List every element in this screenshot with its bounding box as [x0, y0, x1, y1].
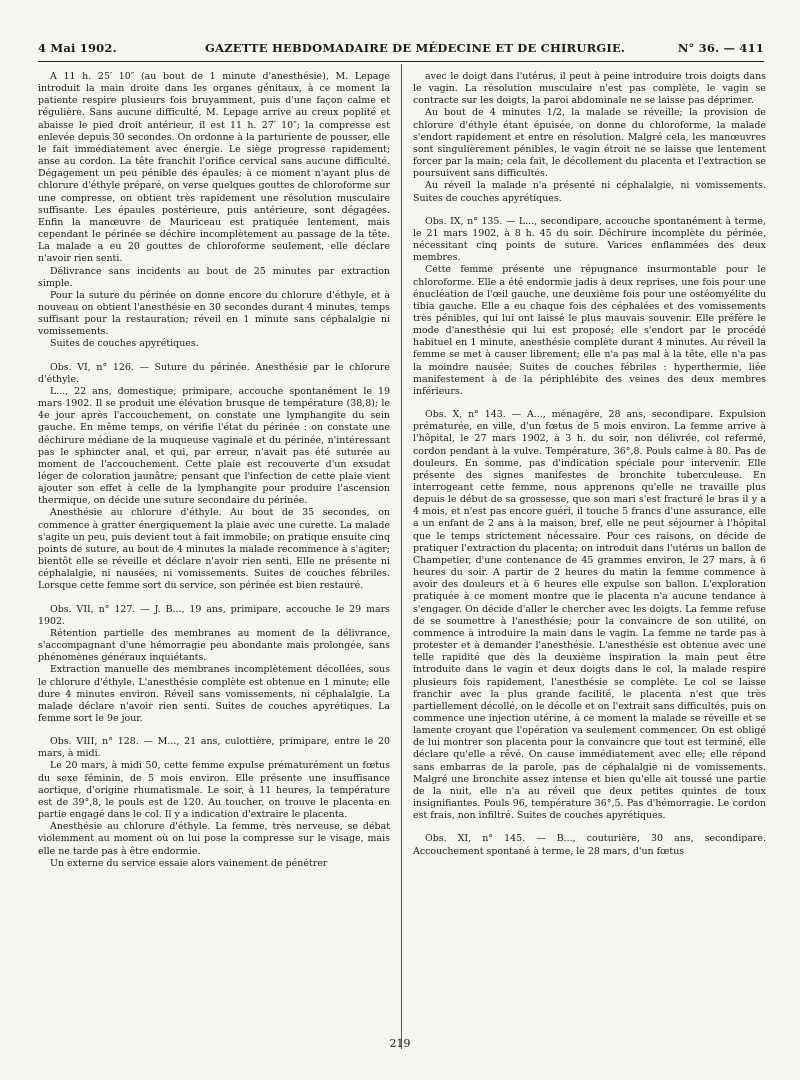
observation-heading-paragraph: Obs. X, n° 143. — A..., ménagère, 28 ans, secondipare. Expulsion prématurée, en ville, d'un fœtus de 5 mois environ. La femme arrive à l'hôpital, le 27 mars 1902, à 3 h. du soir, non délivrée, col refermé, cordon pendant à la vulve. Température, 36°,8. Pouls calme à 80. Pas de douleurs. En somme, pas d'indication spéciale pour intervenir. Elle présente des signes manifestes de bronchite tuberculeuse. En interrogeant cette femme, nous apprenons qu'elle ne travaille plus depuis le début de sa grossesse, que son mari s'est fracturé le bras il y a 4 mois, et n'est pas encore guéri, il touche 5 francs d'une assurance, elle a un enfant de 2 ans à la maison, bref, elle ne peut séjourner à l'hôpital que le temps strictement nécessaire. Pour ces raisons, on décide de pratiquer l'extraction du placenta; on introduit dans l'utérus un ballon de Champetier, d'une contenance de 45 grammes environ, le 27 mars, à 6 heures du soir. A partir de 2 heures du matin la femme commence à avoir des douleurs et à 6 heures elle expulse son ballon. L'exploration pratiquée à ce moment montre que le placenta n'a aucune tendance à s'engager. On décide d'aller le chercher avec les doigts. La femme refuse de se soumettre à l'anesthésie; pour la convaincre de son utilité, on commence à introduire la main dans le vagin. La femme ne tarde pas à protester et à demander l'anesthésie. L'anesthésie est obtenue avec une telle rapidité que dès la deuxième inspiration la main peut être introduite dans le vagin et deux doigts dans le col, la malade respire plusieurs fois rapidement, l'anesthésie se complète. Le col se laisse franchir avec la plus grande facilité, le placenta n'est que très partiellement décollé, on le décolle et on l'extrait sans difficultés, puis on commence une injection utérine, à ce moment la malade se réveille et se lamente croyant que l'opération va seulement commencer. On est obligé de lui montrer son placenta pour la convaincre que tout est terminé, elle déclare qu'elle a rêvé. On cause immédiatement avec elle; elle répond sans embarras de la parole, pas de céphalalgie ni de vomissements. Malgré une bronchite assez intense et bien qu'elle ait toussé une partie de la nuit, elle n'a au réveil que deux petites quintes de toux insignifiantes. Pouls 96, température 36°,5. Pas d'hémorragie. Le cordon est frais, non infiltré. Suites de couches apyrétiques.: [413, 409, 766, 822]
body-paragraph: Pour la suture du périnée on donne encore du chlorure d'éthyle, et à nouveau on obtient l'anesthésie en 30 secondes durant 4 minutes, temps suffisant pour la restauration; réveil en 1 minute sans céphalalgie ni vomissements.: [38, 289, 390, 338]
page-number: 219: [389, 1037, 411, 1050]
header-rule: [38, 61, 764, 62]
body-paragraph: L..., 22 ans, domestique, primipare, accouche spontanément le 19 mars 1902. Il se produit une élévation brusque de température (38,8); le 4e jour après l'accouchement, on constate une lymphangite du sein gauche. En même temps, on vérifie l'état du périnée : on constate une déchirure médiane de la muqueuse vaginale et du périnée, n'intéressant pas le sphincter anal, et qui, par erreur, n'avait pas été suturée au moment de l'accouchement. Cette plaie est recouverte d'un exsudat léger de coloration jaunâtre; pensant que l'infection de cette plaie vient ajouter son effet à celle de la lymphangite pour produire l'ascension thermique, on décide une suture secondaire du périnée.: [38, 385, 390, 507]
body-paragraph: Un externe du service essaie alors vainement de pénétrer: [50, 857, 328, 869]
column-divider: [401, 64, 402, 1049]
journal-title: GAZETTE HEBDOMADAIRE DE MÉDECINE ET DE CHIRURGIE.: [205, 41, 626, 55]
body-paragraph: Extraction manuelle des membranes incomplètement décollées, sous le chlorure d'éthyle. L'anesthésie complète est obtenue en 1 minute; elle dure 4 minutes environ. Réveil sans vomissements, ni céphalalgie. La malade déclare n'avoir rien senti. Suites de couches apyrétiques. La femme sort le 9e jour.: [38, 664, 390, 724]
observation-heading-paragraph: Obs. VII, n° 127. — J. B..., 19 ans, primipare, accouche le 29 mars 1902.: [38, 603, 390, 627]
body-paragraph: Suites de couches apyrétiques.: [50, 338, 199, 350]
body-paragraph: Rétention partielle des membranes au moment de la délivrance, s'accompagnant d'une hémorragie peu abondante mais prolongée, sans phénomènes généraux inquiétants.: [38, 627, 390, 664]
observation-heading-paragraph: Obs. XI, n° 145. — B..., couturière, 30 ans, secondipare. Accouchement spontané à terme, le 28 mars, d'un fœtus: [413, 833, 766, 857]
body-paragraph: Délivrance sans incidents au bout de 25 minutes par extraction simple.: [38, 265, 390, 289]
body-paragraph: A 11 h. 25′ 10″ (au bout de 1 minute d'anesthésie), M. Lepage introduit la main droite dans les organes génitaux, à ce moment la patiente respire plusieurs fois bruyamment, puis d'une façon calme et régulière. Sans aucune difficulté, M. Lepage arrive au creux poplité et abaisse le pied droit antérieur, il est 11 h. 27′ 10″; la compresse est enlevée depuis 30 secondes. On ordonne à la parturiente de pousser, elle le fait immédiatement avec énergie. Le siège progresse rapidement; anse au cordon. La tête franchit l'orifice cervical sans aucune difficulté. Dégagement un peu pénible des épaules; à ce moment n'ayant plus de chlorure d'éthyle préparé, on verse quelques gouttes de chloroforme sur une compresse, on obtient très rapidement une résolution musculaire suffisante. Les épaules postérieure, puis antérieure, sont dégagées. Enfin la manœuvre de Mauriceau est pratiquée lentement, mais cependant le périnée se déchire incomplètement au passage de la tête. La malade a eu 20 gouttes de chloroforme seulement, elle déclare n'avoir rien senti.: [38, 71, 390, 265]
left-column: [38, 71, 390, 1031]
observation-heading-paragraph: Obs. VI, n° 126. — Suture du périnée. Anesthésie par le chlorure d'éthyle.: [38, 361, 390, 385]
body-paragraph: avec le doigt dans l'utérus, il peut à peine introduire trois doigts dans le vagin. La résolution musculaire n'est pas complète, le vagin se contracte sur les doigts, la paroi abdominale ne se laisse pas déprimer.: [413, 71, 766, 107]
body-paragraph: Anesthésie au chlorure d'éthyle. Au bout de 35 secondes, on commence à gratter énergiquement la plaie avec une curette. La malade s'agite un peu, puis devient tout à fait immobile; on pratique ensuite cinq points de suture, au bout de 4 minutes la malade recommence à s'agiter; bientôt elle se réveille et déclare n'avoir rien senti. Elle ne présente ni céphalalgie, ni nausées, ni vomissements. Suites de couches fébriles. Lorsque cette femme sort du service, son périnée est bien restauré.: [38, 507, 390, 592]
body-paragraph: Anesthésie au chlorure d'éthyle. La femme, très nerveuse, se débat violemment au moment où on lui pose la compresse sur le visage, mais elle ne tarde pas à être endormie.: [38, 821, 390, 857]
issue-number-page: N° 36. — 411: [677, 41, 764, 55]
issue-date: 4 Mai 1902.: [38, 41, 117, 55]
body-paragraph: Le 20 mars, à midi 50, cette femme expulse prématurément un fœtus du sexe féminin, de 5 mois environ. Elle présente une insuffisance aortique, d'origine rhumatismale. Le soir, à 11 heures, la température est de 39°,8, le pouls est de 120. Au toucher, on trouve le placenta en partie engagé dans le col. Il y a indication d'extraire le placenta.: [38, 760, 390, 821]
right-column: [413, 71, 766, 1031]
observation-heading-paragraph: Obs. VIII, n° 128. — M..., 21 ans, culottière, primipare, entre le 20 mars, à midi.: [38, 736, 390, 760]
body-paragraph: Cette femme présente une répugnance insurmontable pour le chloroforme. Elle a été endormie jadis à deux reprises, une fois pour une énucléation de l'œil gauche, une deuxième fois pour une ostéomyélite du tibia gauche. Elle a eu chaque fois des céphalées et des vomissements très pénibles, qui lui ont laissé le plus mauvais souvenir. Elle préfère le mode d'anesthésie qui lui est proposé; elle s'endort par le procédé habituel en 1 minute, anesthésie complète durant 4 minutes. Au réveil la femme se met à causer librement; elle n'a pas mal à la tête, elle n'a pas la moindre nausée. Suites de couches fébriles : hyperthermie, liée manifestement à de la périphlébite des veines des deux membres inférieurs.: [413, 264, 766, 397]
body-paragraph: Au bout de 4 minutes 1/2, la malade se réveille; la provision de chlorure d'éthyle étant épuisée, on donne du chloroforme, la malade s'endort rapidement et entre en résolution. Malgré cela, les manœuvres sont singulièrement pénibles, le vagin étroit ne se laisse que lentement forcer par la main; cela fait, le décollement du placenta et l'extraction se poursuivent sans difficultés.: [413, 107, 766, 180]
body-paragraph: Au réveil la malade n'a présenté ni céphalalgie, ni vomissements. Suites de couches apyrétiques.: [413, 180, 766, 204]
observation-heading-paragraph: Obs. IX, n° 135. — L..., secondipare, accouche spontanément à terme, le 21 mars 1902, à 8 h. 45 du soir. Déchirure incomplète du périnée, nécessitant cinq points de suture. Varices enflammées des deux membres.: [413, 215, 766, 264]
running-header: [38, 38, 764, 60]
